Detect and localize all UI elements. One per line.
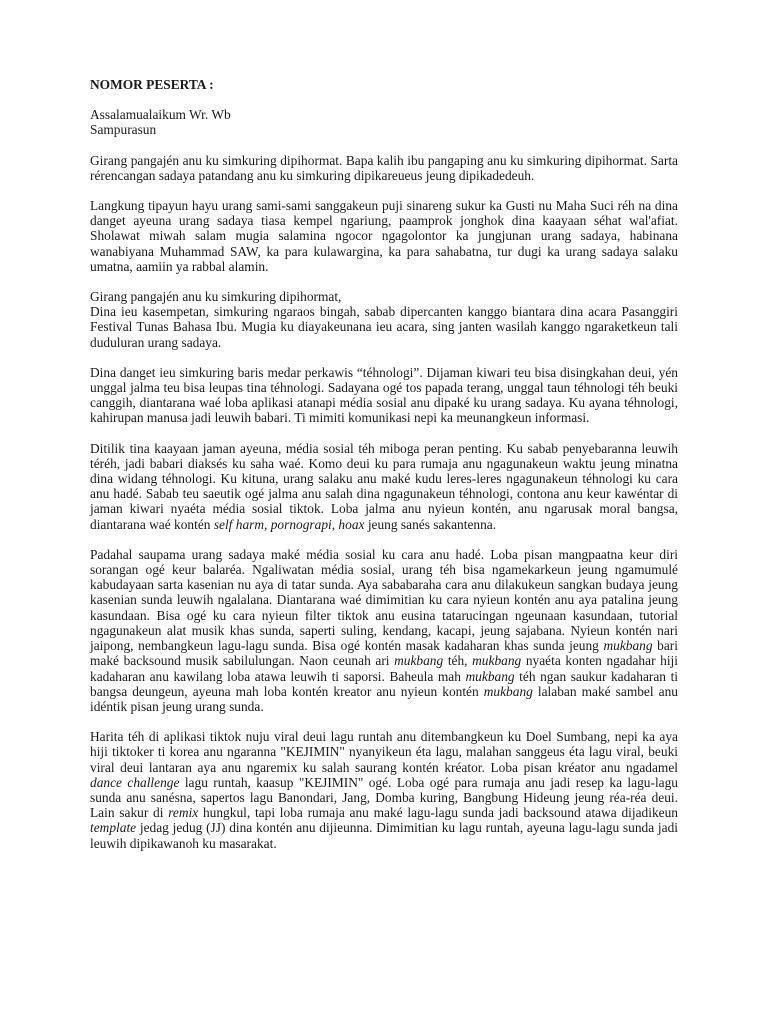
text-run: jeung sanés sakantenna.	[364, 516, 497, 532]
italic-term: mukbang	[483, 683, 533, 699]
text-run: lalaban maké sambel anu idéntik pisan jeung urang sunda.	[90, 683, 678, 714]
text-run: téh ngan saukur kadaharan ti bangsa deungeun, ayeuna mah loba kontén kreator anu nyieun kontén	[90, 668, 679, 699]
text-run: nyaéta konten ngadahar hiji kadaharan anu kawilang loba atawa leuwih ti saporsi. Baheula mah	[90, 653, 678, 684]
paragraph-viral-song	[90, 729, 678, 851]
paragraph-praise: Langkung tipayun hayu urang sami-sami sanggakeun puji sinareng sukur ka Gusti nu Maha Suci réh na dina danget ayeuna urang sadaya tiasa kempel ngariung, paamprok jonghok dina kaayaan séhat wal'afiat. Sholawat miwah salam mugia salamina ngocor ngagolontor ka jungjunan urang sadaya, habinana wanabiyana Muhammad SAW, ka para kulawargina, ka para sahabatna, tur dugi ka urang sadaya salaku umatna, aamiin ya rabbal alamin.	[90, 198, 678, 274]
greeting-salam: Assalamualaikum Wr. Wb	[90, 107, 231, 123]
document-page	[90, 77, 678, 866]
italic-term: mukbang	[394, 653, 444, 669]
greeting-sampurasun: Sampurasun	[90, 122, 157, 138]
text-run: téh,	[443, 653, 473, 669]
text-run: lagu runtah, kaasup "KEJIMIN" ogé. Loba ogé para rumaja anu jadi resep ka lagu-lagu sunda anu sanésna, sapertos lagu Banondari, Jang, Domba kuring, Bangbung Hideung jeung réa-réa deui. Lain sakur di	[90, 774, 678, 821]
paragraph-technology: Dina danget ieu simkuring baris medar perkawis “téhnologi”. Dijaman kiwari teu bisa disingkahan deui, yén unggal jalma teu bisa leupas tina téhnologi. Sadayana ogé tos papada terang, unggal taun téhnologi téh beuki canggih, diantarana waé loba aplikasi atanapi média sosial anu dipaké ku urang sadaya. Ku ayana téhnologi, kahirupan manusa jadi leuwih babari. Ti mimiti komunikasi nepi ka meunangkeun informasi.	[90, 364, 678, 426]
italic-term: template	[90, 820, 137, 836]
greeting-block	[90, 107, 678, 137]
text-run: Padahal saupama urang sadaya maké média sosial ku cara anu hadé. Loba pisan mangpaatna keur diri sorangan ogé keur balaréa. Ngaliwatan média sosial, urang téh bisa ngamekarkeun jeung ngamumulé kabudayaan sarta kasenian nu aya di tatar sunda. Aya sababaraha cara anu dilakukeun sangkan budaya jeung kasenian sunda leuwih ngalalana. Diantarana waé dimimitian ku cara nyieun kontén anu aya patalina jeung kasundaan. Bisa ogé ku cara nyieun filter tiktok anu eusina tatarucingan ngeunaan kasundaan, tutorial ngagunakeun alat musik khas sunda, saperti suling, kendang, kacapi, jeung sajabana. Nyieun kontén nari jaipong, nembangkeun lagu-lagu sunda. Bisa ogé kontén masak kadaharan khas sunda jeung	[90, 546, 678, 654]
italic-term: dance challenge	[90, 774, 180, 790]
text-run: Harita téh di aplikasi tiktok nuju viral deui lagu runtah anu ditembangkeun ku Doel Sumbang, nepi ka aya hiji tiktoker ti korea anu ngaranna "KEJIMIN" nyanyikeun éta lagu, malahan sanggeus éta lagu viral, beuki viral deui lantaran aya anu ngaremix ku salah saurang kontén kréator. Loba pisan kréator anu ngadamel	[90, 729, 678, 775]
paragraph-culture	[90, 547, 678, 714]
participant-number-heading: NOMOR PESERTA :	[90, 77, 214, 92]
italic-term: remix	[168, 805, 199, 821]
italic-term: self harm, pornograpi, hoax	[213, 516, 365, 532]
italic-term: mukbang	[465, 668, 515, 684]
italic-term: mukbang	[472, 653, 522, 669]
text-run: Ditilik tina kaayaan jaman ayeuna, média sosial téh miboga peran penting. Ku sabab penyebaranna leuwih téréh, jadi babari diaksés ku saha waé. Komo deui ku para rumaja anu ngagunakeun waktu jeung minatna dina widang téhnologi. Ku kituna, urang salaku anu maké kudu leres-leres ngagunakeun téhnologi ku cara anu hadé. Sabab teu saeutik ogé jalma anu salah dina ngagunakeun téhnologi, contona anu keur kawéntar di jaman kiwari nyaéta média sosial tiktok. Loba jalma anu nyieun kontén, anu ngarusak moral bangsa, diantarana waé kontén	[90, 440, 678, 532]
paragraph-occasion: Dina ieu kasempetan, simkuring ngaraos bingah, sabab dipercanten kanggo biantara dina acara Pasanggiri Festival Tunas Bahasa Ibu. Mugia ku diayakeunana ieu acara, sing janten wasilah kanggo ngaraketkeun tali duduluran urang sadaya.	[90, 304, 678, 350]
text-run: jedag jedug (JJ) dina kontén anu dijieunna. Dimimitian ku lagu runtah, ayeuna lagu-lagu sunda jadi leuwih dipikawanoh ku masarakat.	[90, 820, 678, 851]
paragraph-address: Girang pangajén anu ku simkuring dipihormat,	[90, 289, 342, 305]
text-run: hungkul, tapi loba rumaja anu maké lagu-lagu sunda jadi backsound atawa dijadikeun	[198, 805, 678, 821]
paragraph-opening: Girang pangajén anu ku simkuring dipihormat. Bapa kalih ibu pangaping anu ku simkuring dipihormat. Sarta rérencangan sadaya patandang anu ku simkuring dipikareueus jeung dipikadedeuh.	[90, 152, 678, 183]
italic-term: mukbang	[603, 638, 653, 654]
text-run: bari maké backsound musik sabilulungan. Naon ceunah ari	[90, 638, 678, 669]
paragraph-social-media	[90, 441, 678, 532]
